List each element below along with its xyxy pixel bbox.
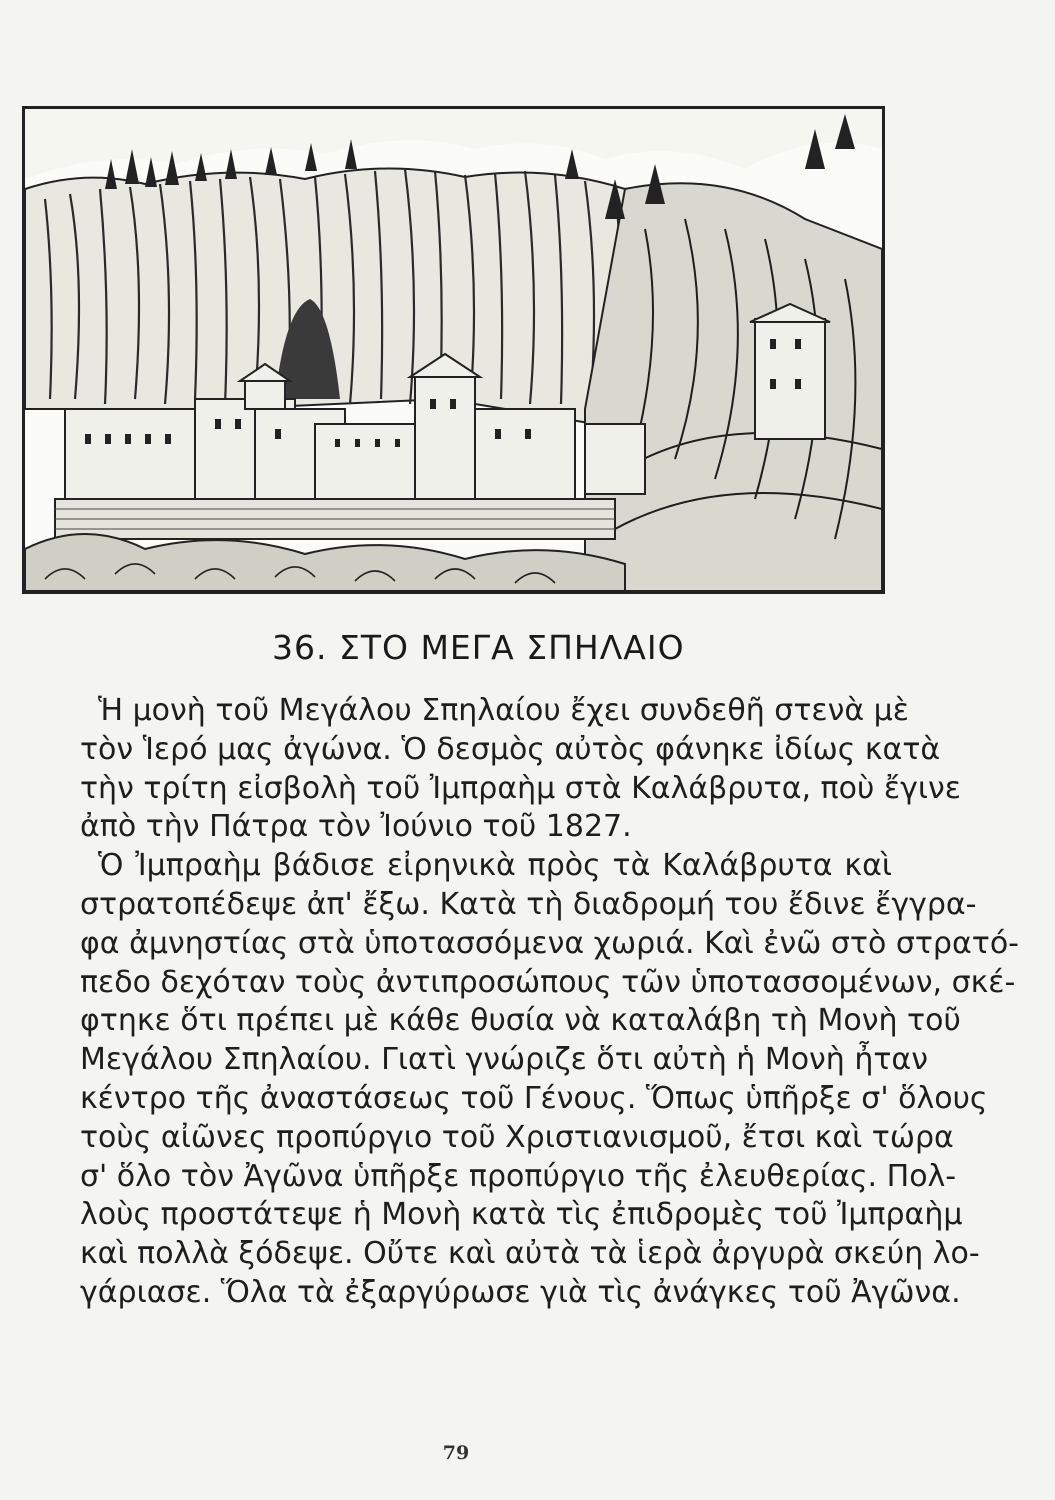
body-text [80,692,1019,1313]
text-line: Μεγάλου Σπηλαίου. Γιατὶ γνώριζε ὅτι αὐτὴ ἡ Μονὴ ἦταν [80,1042,928,1078]
text-line: καὶ πολλὰ ξόδεψε. Οὔτε καὶ αὐτὰ τὰ ἱερὰ ἀργυρὰ σκεύη λο- [80,1236,980,1272]
engraving-image [25,109,882,591]
text-line: σ' ὅλο τὸν Ἀγῶνα ὑπῆρξε προπύργιο τῆς ἐλευθερίας. Πολ- [80,1158,957,1194]
text-line: πεδο δεχόταν τοὺς ἀντιπροσώπους τῶν ὑποτασσομένων, σκέ- [80,964,1016,1000]
text-line: τὴν τρίτη εἰσβολὴ τοῦ Ἰμπραὴμ στὰ Καλάβρυτα, ποὺ ἔγινε [80,770,961,806]
text-line: φτηκε ὅτι πρέπει μὲ κάθε θυσία νὰ καταλάβη τὴ Μονὴ τοῦ [80,1003,961,1039]
text-line: φα ἀμνηστίας στὰ ὑποτασσόμενα χωριά. Καὶ ἐνῶ στὸ στρατό- [80,925,1019,961]
text-line: Ὁ Ἰμπραὴμ βάδισε εἰρηνικὰ πρὸς τὰ Καλάβρυτα καὶ [98,848,892,884]
text-line: λοὺς προστάτεψε ἡ Μονὴ κατὰ τὶς ἐπιδρομὲς τοῦ Ἰμπραὴμ [80,1197,963,1233]
text-line: κέντρο τῆς ἀναστάσεως τοῦ Γένους. Ὅπως ὑπῆρξε σ' ὅλους [80,1080,988,1116]
monastery-illustration [22,106,885,594]
text-line: στρατοπέδεψε ἀπ' ἔξω. Κατὰ τὴ διαδρομή του ἔδινε ἔγγρα- [80,886,977,922]
text-line: ἀπὸ τὴν Πάτρα τὸν Ἰούνιο τοῦ 1827. [80,809,632,845]
chapter-title: 36. ΣΤΟ ΜΕΓΑ ΣΠΗΛΑΙΟ [272,628,685,667]
text-line: τοὺς αἰῶνες προπύργιο τοῦ Χριστιανισμοῦ, ἔτσι καὶ τώρα [80,1119,954,1155]
page-number: 79 [442,1442,470,1464]
text-line: τὸν Ἱερό μας ἀγώνα. Ὁ δεσμὸς αὐτὸς φάνηκε ἰδίως κατὰ [80,731,941,767]
text-line: Ἡ μονὴ τοῦ Μεγάλου Σπηλαίου ἔχει συνδεθῆ στενὰ μὲ [98,693,909,728]
text-line: γάριασε. Ὅλα τὰ ἐξαργύρωσε γιὰ τὶς ἀνάγκες τοῦ Ἀγῶνα. [80,1274,961,1310]
